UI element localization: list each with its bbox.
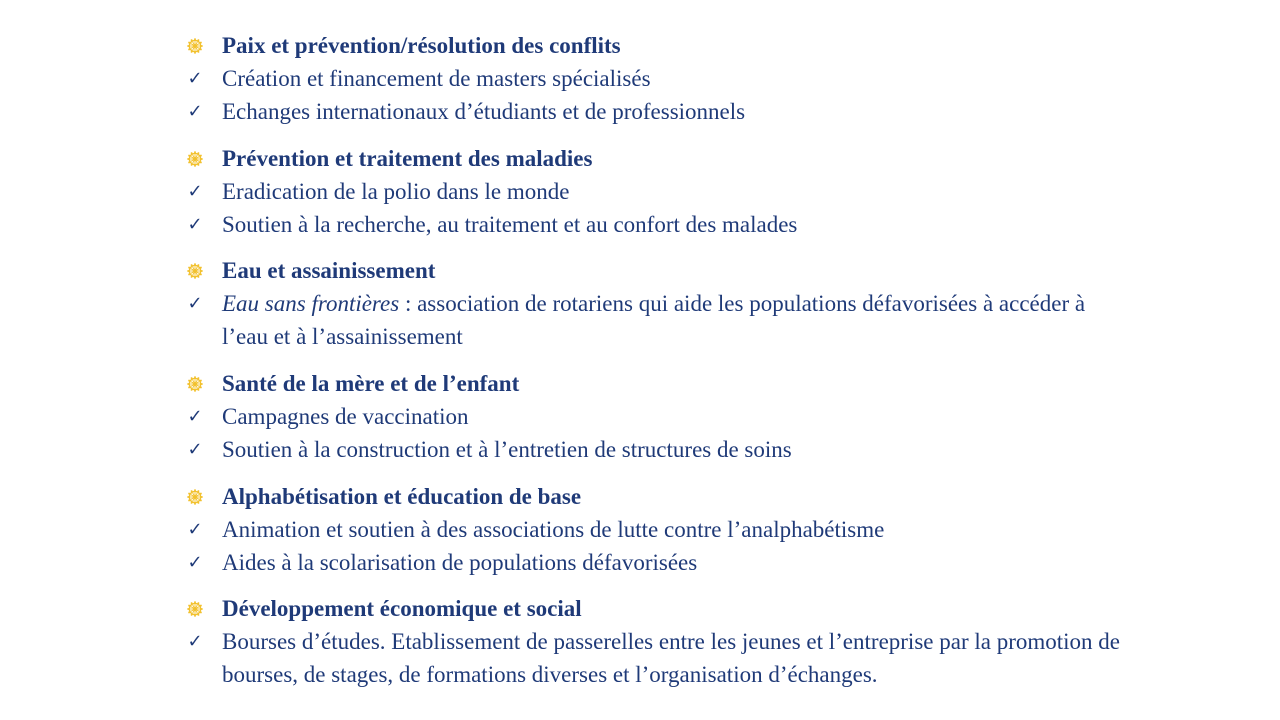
section-heading: [184, 142, 1144, 175]
rotary-wheel-icon: [184, 29, 206, 62]
heading-text: Eau et assainissement: [222, 258, 436, 283]
list-item: [184, 546, 1144, 579]
list-item: [184, 513, 1144, 546]
rotary-wheel-icon: [184, 480, 206, 513]
section-heading: [184, 367, 1144, 400]
checkmark-icon: ✓: [187, 439, 203, 460]
section-disease: [184, 142, 1144, 241]
list-item: [184, 433, 1144, 466]
checkmark-icon: ✓: [187, 631, 203, 652]
item-text: Soutien à la construction et à l’entretien de structures de soins: [222, 437, 792, 462]
list-item: [184, 62, 1144, 95]
checkmark-icon: ✓: [187, 293, 203, 314]
section-heading: [184, 592, 1144, 625]
item-text: Aides à la scolarisation de populations défavorisées: [222, 550, 698, 575]
section-water: [184, 254, 1144, 353]
checkmark-icon: ✓: [187, 68, 203, 89]
heading-text: Prévention et traitement des maladies: [222, 146, 593, 171]
checkmark-icon: ✓: [187, 519, 203, 540]
list-item: [184, 287, 1127, 353]
item-text: Création et financement de masters spécialisés: [222, 66, 651, 91]
list-item: [184, 625, 1127, 691]
section-peace: [184, 29, 1144, 128]
item-text: : association de rotariens qui aide les populations défavorisées à accéder à l’eau et à l’assainissement: [222, 291, 1086, 349]
item-text: Campagnes de vaccination: [222, 404, 469, 429]
heading-text: Paix et prévention/résolution des conflits: [222, 33, 621, 58]
list-item: [184, 95, 1144, 128]
checkmark-icon: ✓: [187, 101, 203, 122]
rotary-wheel-icon: [184, 254, 206, 287]
section-literacy: [184, 480, 1144, 579]
section-economic: [184, 592, 1144, 691]
item-emphasis: Eau sans frontières: [222, 291, 400, 316]
section-mother-child: [184, 367, 1144, 466]
list-item: [184, 400, 1144, 433]
heading-text: Santé de la mère et de l’enfant: [222, 371, 520, 396]
checkmark-icon: ✓: [187, 552, 203, 573]
rotary-wheel-icon: [184, 367, 206, 400]
item-text: Animation et soutien à des associations de lutte contre l’analphabétisme: [222, 517, 885, 542]
item-text: Bourses d’études. Etablissement de passerelles entre les jeunes et l’entreprise par la promotion de bourses, de stages, de formations diverses et l’organisation d’échanges.: [222, 629, 1120, 687]
checkmark-icon: ✓: [187, 181, 203, 202]
item-text: Echanges internationaux d’étudiants et de professionnels: [222, 99, 746, 124]
checkmark-icon: ✓: [187, 214, 203, 235]
section-heading: [184, 254, 1144, 287]
item-text: Eradication de la polio dans le monde: [222, 179, 570, 204]
rotary-wheel-icon: [184, 592, 206, 625]
section-heading: [184, 480, 1144, 513]
rotary-wheel-icon: [184, 142, 206, 175]
section-heading: [184, 29, 1144, 62]
list-item: [184, 208, 1144, 241]
item-text: Soutien à la recherche, au traitement et au confort des malades: [222, 212, 798, 237]
checkmark-icon: ✓: [187, 406, 203, 427]
heading-text: Développement économique et social: [222, 596, 582, 621]
heading-text: Alphabétisation et éducation de base: [222, 484, 582, 509]
list-item: [184, 175, 1144, 208]
